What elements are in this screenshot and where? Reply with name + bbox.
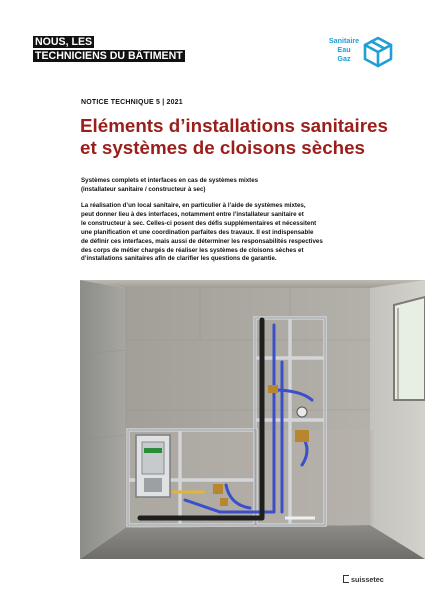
lead-paragraph [81, 177, 381, 194]
body-line: La réalisation d’un local sanitaire, en particulier à l’aide de systèmes mixtes, [81, 202, 306, 209]
body-line: une planification et une coordination parfaites des travaux. Il est indispensable [81, 228, 314, 236]
suissetec-footer-logo [343, 575, 384, 584]
installation-photo [80, 280, 425, 559]
brand-slogan-line-1: NOUS, LES [35, 36, 93, 48]
body-line: de définir ces interfaces, mais aussi de déterminer les responsabilités respectives [81, 237, 323, 245]
body-line: peut donner lieu à des interfaces, notamment entre l’installateur sanitaire et [81, 210, 304, 218]
footer-brand-name: suissetec [351, 575, 384, 584]
logo-word-gaz: Gaz [337, 54, 351, 63]
body-line: des corps de métier chargés de réaliser les systèmes de cloisons sèches et [81, 246, 304, 254]
lead-line: Systèmes complets et interfaces en cas de systèmes mixtes [81, 177, 259, 184]
logo-word-sanitaire: Sanitaire [328, 36, 360, 45]
title-line-2: et systèmes de cloisons sèches [80, 137, 366, 158]
brand-slogan [33, 36, 185, 63]
page-title [80, 115, 400, 159]
cube-outline-icon [360, 34, 396, 70]
body-line: le constructeur à sec. Celles-ci posent des défis supplémentaires et nécessitent [81, 219, 317, 227]
body-paragraph [81, 202, 391, 264]
brand-slogan-line-2: TECHNICIENS DU BÂTIMENT [35, 49, 183, 62]
lead-line: (installateur sanitaire / constructeur à sec) [81, 185, 206, 193]
logo-word-eau: Eau [337, 45, 351, 54]
notice-label: NOTICE TECHNIQUE 5 | 2021 [81, 99, 183, 106]
title-line-1: Eléments d’installations sanitaires [80, 115, 388, 136]
body-line: d’installations sanitaires afin de clarifier les questions de garantie. [81, 255, 277, 263]
bathroom-installation-illustration [80, 280, 425, 559]
logo-wordmark [325, 36, 363, 63]
sanitaire-eau-gaz-logo [325, 34, 397, 70]
suissetec-mark-icon [343, 575, 349, 583]
